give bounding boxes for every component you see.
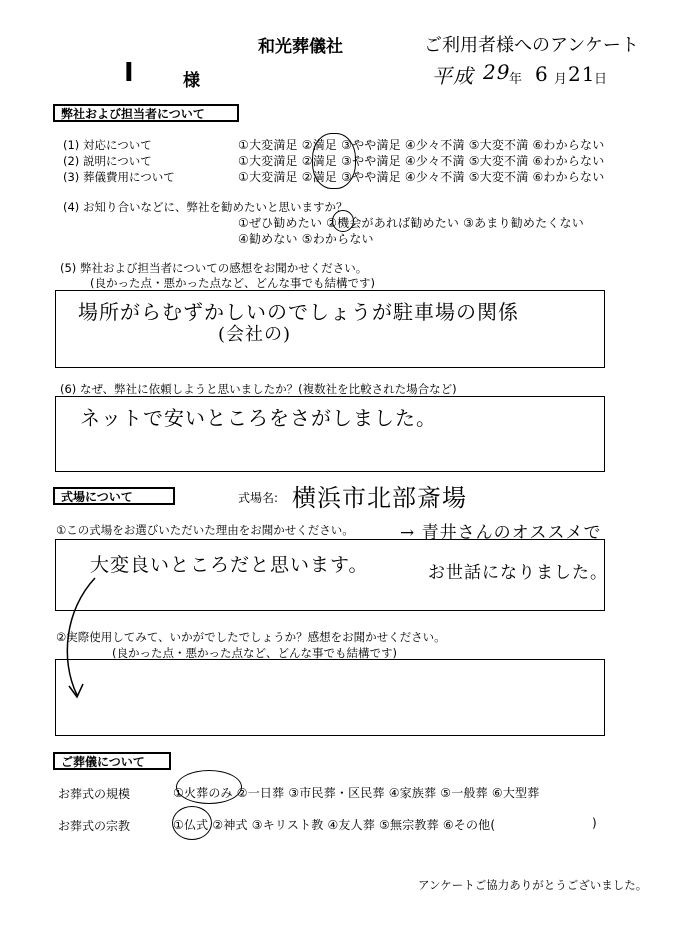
venue-q1-side-note-line2: お世話になりました。 — [428, 563, 608, 583]
funeral-religion-label: お葬式の宗教 — [58, 819, 131, 833]
q3-options: ①大変満足 ②満足 ③やや満足 ④少々不満 ⑤大変不満 ⑥わからない — [238, 170, 605, 184]
venue-q2-answer-box — [55, 659, 605, 736]
section-company-heading: 弊社および担当者について — [53, 104, 239, 122]
funeral-scale-label: お葬式の規模 — [58, 787, 131, 801]
venue-answer: 横浜市北部斎場 — [292, 484, 467, 512]
q5-note: (良かった点・悪かった点など、どんな事でも結構です) — [90, 276, 375, 290]
thanks-message: アンケートご協力ありがとうございました。 — [418, 878, 648, 892]
venue-q2-note: (良かった点・悪かった点など、どんな事でも結構です) — [112, 646, 397, 660]
date-month: 6 — [535, 62, 549, 86]
date-nichi: 日 — [594, 72, 608, 87]
answer-circle-q4 — [332, 210, 354, 232]
respondent-name-mark: I — [124, 58, 134, 88]
q6-answer: ネットで安いところをさがしました。 — [80, 406, 437, 430]
venue-label: 式場名: — [238, 491, 279, 505]
date-year: 29 — [483, 60, 511, 84]
section-funeral-heading: ご葬儀について — [53, 752, 171, 770]
funeral-scale-options: ①火葬のみ ②一日葬 ③市民葬・区民葬 ④家族葬 ⑤一般葬 ⑥大型葬 — [173, 786, 540, 800]
funeral-religion-options: ①仏式 ②神式 ③キリスト教 ④友人葬 ⑤無宗教葬 ⑥その他( — [173, 818, 496, 832]
answer-circle-q1-q3 — [312, 133, 356, 189]
q4-label: (4) お知り合いなどに、弊社を勧めたいと思いますか？ — [63, 200, 348, 214]
answer-circle-scale — [176, 770, 242, 804]
section-venue-heading: 式場について — [53, 487, 175, 505]
q1-options: ①大変満足 ②満足 ③やや満足 ④少々不満 ⑤大変不満 ⑥わからない — [238, 138, 605, 152]
q5-answer-line2: (会社の) — [218, 324, 292, 345]
venue-q1-answer: 大変良いところだと思います。 — [90, 554, 369, 576]
q3-label: (3) 葬儀費用について — [63, 170, 175, 184]
q5-answer-line1: 場所がらむずかしいのでしょうが駐車場の関係 — [78, 300, 519, 324]
survey-title: ご利用者様へのアンケート — [424, 35, 639, 56]
date-era: 平成 — [432, 64, 474, 88]
company-name: 和光葬儀社 — [258, 37, 343, 57]
venue-q1-label: ①この式場をお選びいただいた理由をお聞かせください。 — [56, 523, 354, 537]
handwritten-arrow-icon — [55, 570, 115, 710]
q4-options-line2: ④勧めない ⑤わからない — [238, 232, 374, 246]
date-gatsu: 月 — [554, 72, 568, 87]
q2-options: ①大変満足 ②満足 ③やや満足 ④少々不満 ⑤大変不満 ⑥わからない — [238, 154, 605, 168]
q1-label: (1) 対応について — [63, 138, 152, 152]
q4-options-line1: ①ぜひ勧めたい ②機会があれば勧めたい ③あまり勧めたくない — [238, 216, 584, 230]
venue-q2-label: ②実際使用してみて、いかがでしたでしょうか？感想をお聞かせください。 — [56, 630, 446, 644]
date-nen: 年 — [509, 72, 523, 87]
q6-label: (6) なぜ、弊社に依頼しようと思いましたか？(複数社を比較された場合など) — [60, 382, 457, 396]
funeral-religion-close: ) — [592, 816, 597, 830]
venue-q1-side-note-line1: → 青井さんのオススメで — [400, 523, 602, 543]
answer-circle-religion — [172, 806, 212, 840]
q5-label: (5) 弊社および担当者についての感想をお聞かせください。 — [60, 261, 368, 275]
sama-label: 様 — [183, 71, 200, 91]
q2-label: (2) 説明について — [63, 154, 152, 168]
date-day: 21 — [568, 62, 596, 86]
